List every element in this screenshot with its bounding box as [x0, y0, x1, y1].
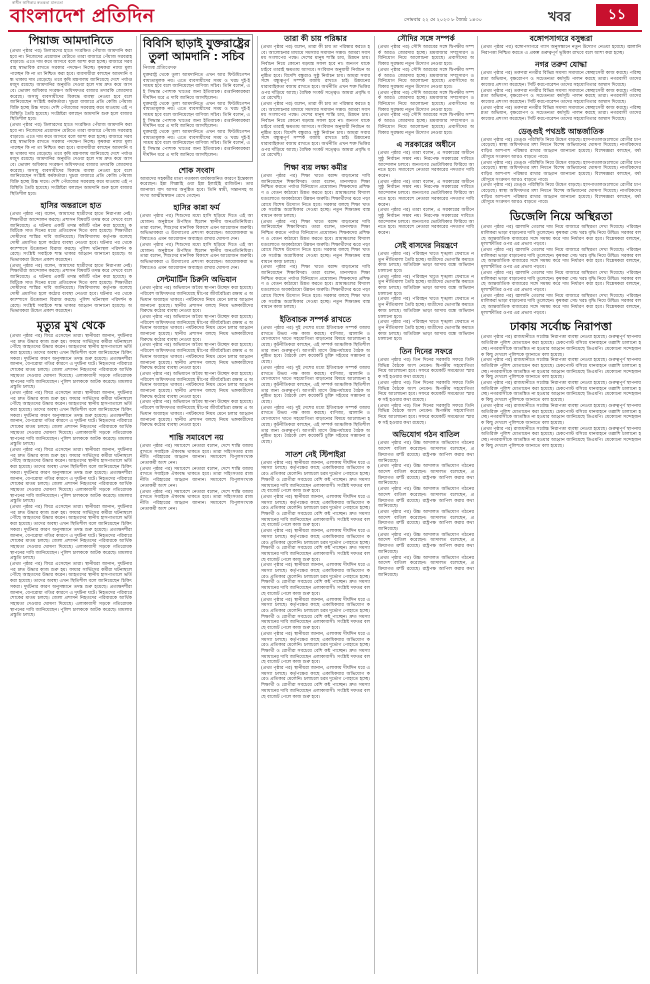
dateline: সোমবার ২২ মে ২০২৩ ৮ জ্যৈষ্ঠ ১৪৩০: [404, 17, 482, 23]
article: [481, 60, 641, 122]
section-name: খবর: [548, 10, 571, 25]
article-body: (প্রথম পৃষ্ঠার পর) শিক্ষা খাতে বরাদ্দ বাড়ানোর দাবি জানিয়েছেন শিক্ষাবিদরা। তারা বলেন, মানসম্মত শিক্ষা নিশ্চিত করতে পর্যাপ্ত বিনিয়োগ প্রয়োজন। শিক্ষকদের প্রশিক্ষণ ও বেতন কাঠামো উন্নত করতে হবে। গ্রামাঞ্চলের বিদ্যালয়গুলোতে অবকাঠামো উন্নয়ন জরুরি। শিক্ষার্থীদের ঝরে পড়া রোধে বিশেষ উদ্যোগ নিতে হবে। সরকার বলছে শিক্ষা খাতকে সর্বোচ্চ অগ্রাধিকার দেওয়া হচ্ছে। নতুন শিক্ষাক্রম বাস্তবায়নে কাজ চলছে।: [261, 174, 370, 219]
page-number: ১১: [596, 4, 638, 26]
article: [378, 140, 474, 237]
article-body: (প্রথম পৃষ্ঠার পর) পরিবহন খাতে শৃঙ্খলা ফেরাতে নতুন নীতিমালা তৈরি হচ্ছে। যাত্রীদের ভোগান্তি কমাতে কাজ চলছে। অতিরিক্ত ভাড়া আদায় বন্ধে অভিযান চালানো হবে।: [378, 274, 474, 297]
article-body: (প্রথম পৃষ্ঠার পর) স্থানীয়রা জানান, এলাকায় দীর্ঘদিন ধরে এ সমস্যা চলছে। কর্তৃপক্ষের কাছে একাধিকবার অভিযোগ করেও প্রতিকার মেলেনি। চলাচলে চরম দুর্ভোগ পোহাতে হচ্ছে। শিক্ষার্থী ও রোগীরা সবচেয়ে বেশি কষ্ট পাচ্ছেন। দ্রুত সমস্যা সমাধানের দাবি জানিয়েছেন এলাকাবাসী। সংশ্লিষ্ট দফতর বলছে বাজেট পেলে কাজ শুরু হবে।: [261, 666, 370, 700]
article-headline: তারা কী চায় পরিষ্কার: [284, 34, 347, 43]
masthead-rule: [8, 30, 642, 32]
article-body: (প্রথম পৃষ্ঠার পর) তিন দিনের সরকারি সফরে তিনি বিভিন্ন বৈঠকে অংশ নেবেন। দ্বিপক্ষীয় সহযোগিতা নিয়ে আলোচনা হবে। সফরে কয়েকটি সমঝোতা স্মারক সই হওয়ার কথা রয়েছে।: [378, 358, 474, 381]
article-body: (প্রথম পৃষ্ঠার পর) সমাবেশে নেতারা বলেন, দেশে শান্তি বজায় রাখতে সবাইকে ঐক্যবদ্ধ থাকতে হবে। তারা সহিংসতার রাজনীতি পরিহারের আহ্বান জানান। সমাবেশে বিপুলসংখ্যক নেতাকর্মী অংশ নেন।: [140, 443, 253, 467]
column-divider: [257, 36, 258, 974]
article: [481, 210, 641, 316]
article: [140, 166, 253, 200]
article: [140, 203, 253, 271]
article-headline: সৌদির সঙ্গে সম্পর্ক: [397, 34, 455, 43]
article-body: (প্রথম পৃষ্ঠার পর) পরিবহন খাতে শৃঙ্খলা ফেরাতে নতুন নীতিমালা তৈরি হচ্ছে। যাত্রীদের ভোগান্তি কমাতে কাজ চলছে। অতিরিক্ত ভাড়া আদায় বন্ধে অভিযান চালানো হবে।: [378, 320, 474, 343]
column-4: [378, 34, 474, 978]
article-body: (প্রথম পৃষ্ঠার পর) অভিযানে অবৈধ স্থাপনা উচ্ছেদ করা হয়েছে। পরিবেশ অধিদফতর জানিয়েছে দ্বীপের জীববৈচিত্র্য রক্ষায় এ অভিযান অব্যাহত থাকবে। পর্যটকদের নিয়ম মেনে চলার আহ্বান জানানো হয়েছে। স্থানীয় প্রশাসন বলছে নিয়ম ভঙ্গকারীদের বিরুদ্ধে কঠোর ব্যবস্থা নেওয়া হবে।: [140, 314, 253, 343]
article-body: (প্রথম পৃষ্ঠার পর) সমাবেশে নেতারা বলেন, দেশে শান্তি বজায় রাখতে সবাইকে ঐক্যবদ্ধ থাকতে হবে। তারা সহিংসতার রাজনীতি পরিহারের আহ্বান জানান। সমাবেশে বিপুলসংখ্যক নেতাকর্মী অংশ নেন।: [140, 466, 253, 489]
article-body: (প্রথম পৃষ্ঠার পর) স্থানীয়রা জানান, এলাকায় দীর্ঘদিন ধরে এ সমস্যা চলছে। কর্তৃপক্ষের কাছে একাধিকবার অভিযোগ করেও প্রতিকার মেলেনি। চলাচলে চরম দুর্ভোগ পোহাতে হচ্ছে। শিক্ষার্থী ও রোগীরা সবচেয়ে বেশি কষ্ট পাচ্ছেন। দ্রুত সমস্যা সমাধানের দাবি জানিয়েছেন এলাকাবাসী। সংশ্লিষ্ট দফতর বলছে বাজেট পেলে কাজ শুরু হবে।: [261, 597, 370, 632]
article: [140, 275, 253, 429]
article-body: (প্রথম পৃষ্ঠার পর) জ্বালানি তেলের দাম নিয়ে বাজারে অস্থিরতা দেখা দিয়েছে। পরিবহন মালিকরা ভাড়া বাড়ানোর দাবি তুলেছেন। কৃষকরা সেচ খরচ বৃদ্ধি নিয়ে উদ্বিগ্ন। সরকার বলছে আন্তর্জাতিক বাজারের সঙ্গে সমন্বয় করে দাম নির্ধারণ করা হবে। বিশ্লেষকরা বলছেন, মূল্যস্ফীতির ওপর এর প্রভাব পড়বে।: [481, 247, 641, 271]
column-divider: [136, 36, 137, 974]
article-body: (প্রথম পৃষ্ঠার পর) ফিরে এসেছেন তারা। স্থানীয়রা জানান, দুর্ঘটনার পর দ্রুত উদ্ধার কাজ শুরু হয়। ফায়ার সার্ভিসের কর্মীরা ঘটনাস্থলে পৌঁছে আহতদের উদ্ধার করেন। আহতদের স্থানীয় হাসপাতালে ভর্তি করা হয়েছে। তাদের অবস্থা এখন স্থিতিশীল বলে জানিয়েছেন চিকিৎসকরা। দুর্ঘটনার কারণ অনুসন্ধানে তদন্ত শুরু হয়েছে। প্রত্যক্ষদর্শীরা জানান, বেপরোয়া গতির কারণে এ দুর্ঘটনা ঘটে। নিহতদের পরিবারে শোকের মাতম চলছে। জেলা প্রশাসন নিহতদের পরিবারকে আর্থিক সহায়তা দেওয়ার ঘোষণা দিয়েছে। এলাকাবাসী সড়কে গতিরোধক স্থাপনের দাবি জানিয়েছেন। পুলিশ চালককে আটক করেছে। মামলার প্রস্তুতি চলছে।: [10, 390, 132, 448]
article-body: (প্রথম পৃষ্ঠার পর) শিক্ষা খাতে বরাদ্দ বাড়ানোর দাবি জানিয়েছেন শিক্ষাবিদরা। তারা বলেন, মানসম্মত শিক্ষা নিশ্চিত করতে পর্যাপ্ত বিনিয়োগ প্রয়োজন। শিক্ষকদের প্রশিক্ষণ ও বেতন কাঠামো উন্নত করতে হবে। গ্রামাঞ্চলের বিদ্যালয়গুলোতে অবকাঠামো উন্নয়ন জরুরি। শিক্ষার্থীদের ঝরে পড়া রোধে বিশেষ উদ্যোগ নিতে হবে। সরকার বলছে শিক্ষা খাতকে সর্বোচ্চ অগ্রাধিকার দেওয়া হচ্ছে। নতুন শিক্ষাক্রম বাস্তবায়নে কাজ চলছে।: [261, 265, 370, 311]
article-body: (প্রথম পৃষ্ঠার পর) তরুণরা নগরীর বিভিন্ন সমস্যা সমাধানে স্বেচ্ছাসেবী কাজ করছে। পরিচ্ছন্নতা অভিযান, বৃক্ষরোপণ ও সচেতনতা কর্মসূচি পালন করছে তারা। নগরবাসী তাদের কাজের প্রশংসা করেছেন। সিটি করপোরেশন তাদের সহযোগিতার আশ্বাস দিয়েছে।: [481, 71, 641, 88]
article-body: (প্রথম পৃষ্ঠার পর) ফিরে এসেছেন তারা। স্থানীয়রা জানান, দুর্ঘটনার পর দ্রুত উদ্ধার কাজ শুরু হয়। ফায়ার সার্ভিসের কর্মীরা ঘটনাস্থলে পৌঁছে আহতদের উদ্ধার করেন। আহতদের স্থানীয় হাসপাতালে ভর্তি করা হয়েছে। তাদের অবস্থা এখন স্থিতিশীল বলে জানিয়েছেন চিকিৎসকরা। দুর্ঘটনার কারণ অনুসন্ধানে তদন্ত শুরু হয়েছে। প্রত্যক্ষদর্শীরা জানান, বেপরোয়া গতির কারণে এ দুর্ঘটনা ঘটে। নিহতদের পরিবারে শোকের মাতম চলছে। জেলা প্রশাসন নিহতদের পরিবারকে আর্থিক সহায়তা দেওয়ার ঘোষণা দিয়েছে। এলাকাবাসী সড়কে গতিরোধক স্থাপনের দাবি জানিয়েছেন। পুলিশ চালককে আটক করেছে। মামলার প্রস্তুতি চলছে।: [10, 448, 132, 505]
article-body: (প্রথম পৃষ্ঠার পর) উচ্চ আদালত অভিযোগ গঠনের আদেশ বাতিল করেছেন। আদালত বলেছেন, প্রক্রিয়াগত ত্রুটি রয়েছে। রাষ্ট্রপক্ষ আপিল করার কথা জানিয়েছে।: [378, 509, 474, 533]
article-body: (প্রথম পৃষ্ঠার পর) বলেন, তারা কী চায় তা পরিষ্কার করতে হবে। আলোচনার মাধ্যমে সমস্যার সমাধান সম্ভব। আমরা সবসময় সংলাপের পক্ষে। দেশের মানুষ শান্তি চায়, উন্নয়ন চায়। নির্বাচন নিয়ে কোনো ষড়যন্ত্র সফল হবে না। জনগণ যাকে চাইবে তারাই ক্ষমতায় আসবে। সংবিধান অনুযায়ী নির্বাচন অনুষ্ঠিত হবে। বিদেশি বন্ধুরাও সুষ্ঠু নির্বাচন চায়। আমরা সবার সঙ্গে বন্ধুত্বপূর্ণ সম্পর্ক বজায় রাখতে চাই। উন্নয়নের ধারাবাহিকতা বজায় রাখতে হবে। অর্থনীতি এখন শক্ত ভিত্তির ওপর দাঁড়িয়ে আছে। বৈশ্বিক সংকট সত্ত্বেও আমরা প্রবৃদ্ধি ধরে রেখেছি।: [261, 45, 370, 102]
article-headline: ঢাকায় সর্বোচ্চ নিরাপত্তা: [510, 320, 612, 334]
article-body: (প্রথম পৃষ্ঠার পর) সমাবেশে নেতারা বলেন, দেশে শান্তি বজায় রাখতে সবাইকে ঐক্যবদ্ধ থাকতে হবে। তারা সহিংসতার রাজনীতি পরিহারের আহ্বান জানান। সমাবেশে বিপুলসংখ্যক নেতাকর্মী অংশ নেন।: [140, 489, 253, 512]
article-body: (প্রথম পৃষ্ঠার পর) ডেঙ্গু পরিস্থিতি নিয়ে উদ্বেগ বাড়ছে। হাসপাতালগুলোতে রোগীর চাপ বেড়েছে। স্বাস্থ্য অধিদফতর মশা নিধনে বিশেষ অভিযানের ঘোষণা দিয়েছে। নাগরিকদের বাড়ির আশপাশ পরিষ্কার রাখার আহ্বান জানানো হয়েছে। বিশেষজ্ঞরা বলছেন, বর্ষা মৌসুমে সংক্রমণ আরও বাড়তে পারে।: [481, 160, 641, 183]
article-body: (প্রথম পৃষ্ঠার পর) সৌদি আরবের সঙ্গে দ্বিপক্ষীয় সম্পর্ক আরও জোরদার হচ্ছে। শ্রমবাজার সম্প্রসারণ ও বিনিয়োগ নিয়ে আলোচনা হয়েছে। প্রবাসীদের অধিকার সুরক্ষায় নতুন উদ্যোগ নেওয়া হবে।: [378, 90, 474, 113]
article-body: আমাদের সহকর্মীর মাতা গতকাল বার্ধক্যজনিত কারণে ইন্তেকাল করেছেন। ইন্না লিল্লাহি ওয়া ইন্না ইলাইহি রাজিউন। তার জানাজা বাদ আসর অনুষ্ঠিত হবে। তিনি স্বামী, সন্তানসহ অসংখ্য আত্মীয়স্বজন রেখে গেছেন।: [140, 176, 253, 199]
article-body: (প্রথম পৃষ্ঠার পর) উচ্চ আদালত অভিযোগ গঠনের আদেশ বাতিল করেছেন। আদালত বলেছেন, প্রক্রিয়াগত ত্রুটি রয়েছে। রাষ্ট্রপক্ষ আপিল করার কথা জানিয়েছে।: [378, 441, 474, 464]
article-body: (প্রথম পৃষ্ঠার পর) দুই দেশের মধ্যে ইতিবাচক সম্পর্ক বজায় রাখতে উভয় পক্ষ কাজ করছে। বাণিজ্য, জ্বালানি ও যোগাযোগ খাতে সহযোগিতা বাড়ানোর বিষয়ে আলোচনা হয়েছে। কূটনীতিকরা বলছেন, এই সম্পর্ক আঞ্চলিক স্থিতিশীলতার জন্য গুরুত্বপূর্ণ। আগামী মাসে উচ্চপর্যায়ের বৈঠক অনুষ্ঠিত হবে। বৈঠকে বেশ কয়েকটি চুক্তি সইয়ের সম্ভাবনা রয়েছে।: [261, 325, 370, 366]
article: [261, 315, 370, 446]
article-body: (প্রথম পৃষ্ঠার পর) স্থানীয়রা জানান, এলাকায় দীর্ঘদিন ধরে এ সমস্যা চলছে। কর্তৃপক্ষের কাছে একাধিকবার অভিযোগ করেও প্রতিকার মেলেনি। চলাচলে চরম দুর্ভোগ পোহাতে হচ্ছে। শিক্ষার্থী ও রোগীরা সবচেয়ে বেশি কষ্ট পাচ্ছেন। দ্রুত সমস্যা সমাধানের দাবি জানিয়েছেন এলাকাবাসী। সংশ্লিষ্ট দফতর বলছে বাজেট পেলে কাজ শুরু হবে।: [261, 563, 370, 597]
article-body: (প্রথম পৃষ্ঠার পর) স্থানীয়রা জানান, এলাকায় দীর্ঘদিন ধরে এ সমস্যা চলছে। কর্তৃপক্ষের কাছে একাধিকবার অভিযোগ করেও প্রতিকার মেলেনি। চলাচলে চরম দুর্ভোগ পোহাতে হচ্ছে। শিক্ষার্থী ও রোগীরা সবচেয়ে বেশি কষ্ট পাচ্ছেন। দ্রুত সমস্যা সমাধানের দাবি জানিয়েছেন এলাকাবাসী। সংশ্লিষ্ট দফতর বলছে বাজেট পেলে কাজ শুরু হবে।: [261, 529, 370, 563]
article-body: (প্রথম পৃষ্ঠার পর) স্থানীয়রা জানান, এলাকায় দীর্ঘদিন ধরে এ সমস্যা চলছে। কর্তৃপক্ষের কাছে একাধিকবার অভিযোগ করেও প্রতিকার মেলেনি। চলাচলে চরম দুর্ভোগ পোহাতে হচ্ছে। শিক্ষার্থী ও রোগীরা সবচেয়ে বেশি কষ্ট পাচ্ছেন। দ্রুত সমস্যা সমাধানের দাবি জানিয়েছেন এলাকাবাসী। সংশ্লিষ্ট দফতর বলছে বাজেট পেলে কাজ শুরু হবে।: [261, 460, 370, 495]
article-body: (প্রথম পৃষ্ঠার পর) ডিলারদের হাতে সংরক্ষিত পেঁয়াজ আমদানি করা হবে না। নিজেদের প্রয়োজন মেটাতে তারা বাজারে পেঁয়াজ সরবরাহ বাড়াবে। এতে দাম কমে আসবে বলে আশা করা হচ্ছে। বাজারে সরবরাহ স্বাভাবিক রাখতে সরকার পদক্ষেপ নিচ্ছে। কৃষকরা ন্যায্য মূল্য পাচ্ছেন কি না তা নিশ্চিত করা হবে। ব্যবসায়ীরা বলছেন আমদানি বন্ধ থাকায় দাম বেড়েছে। তবে কৃষি মন্ত্রণালয় জানিয়েছে দেশে পর্যাপ্ত মজুদ রয়েছে। আমদানির অনুমতি দেওয়া হলে দাম দ্রুত কমে আসবে। ভোক্তা অধিকার সংরক্ষণ অধিদফতর বাজার তদারকি জোরদার করেছে। অসাধু ব্যবসায়ীদের বিরুদ্ধে ব্যবস্থা নেওয়া হবে বলে জানিয়েছেন সংশ্লিষ্ট কর্মকর্তারা। খুচরা বাজারে প্রতি কেজি পেঁয়াজ বিক্রি হচ্ছে উচ্চ দামে। দেশি পেঁয়াজের সরবরাহ কমে যাওয়ায় এই পরিস্থিতি তৈরি হয়েছে। সংশ্লিষ্টরা বলছেন আমদানি শুরু হলে বাজার স্থিতিশীল হবে।: [10, 49, 132, 123]
article-body: (প্রথম পৃষ্ঠার পর) বলেন, তারা কী চায় তা পরিষ্কার করতে হবে। আলোচনার মাধ্যমে সমস্যার সমাধান সম্ভব। আমরা সবসময় সংলাপের পক্ষে। দেশের মানুষ শান্তি চায়, উন্নয়ন চায়। নির্বাচন নিয়ে কোনো ষড়যন্ত্র সফল হবে না। জনগণ যাকে চাইবে তারাই ক্ষমতায় আসবে। সংবিধান অনুযায়ী নির্বাচন অনুষ্ঠিত হবে। বিদেশি বন্ধুরাও সুষ্ঠু নির্বাচন চায়। আমরা সবার সঙ্গে বন্ধুত্বপূর্ণ সম্পর্ক বজায় রাখতে চাই। উন্নয়নের ধারাবাহিকতা বজায় রাখতে হবে। অর্থনীতি এখন শক্ত ভিত্তির ওপর দাঁড়িয়ে আছে। বৈশ্বিক সংকট সত্ত্বেও আমরা প্রবৃদ্ধি ধরে রেখেছি।: [261, 102, 370, 159]
article-body: (প্রথম পৃষ্ঠার পর) জ্বালানি তেলের দাম নিয়ে বাজারে অস্থিরতা দেখা দিয়েছে। পরিবহন মালিকরা ভাড়া বাড়ানোর দাবি তুলেছেন। কৃষকরা সেচ খরচ বৃদ্ধি নিয়ে উদ্বিগ্ন। সরকার বলছে আন্তর্জাতিক বাজারের সঙ্গে সমন্বয় করে দাম নির্ধারণ করা হবে। বিশ্লেষকরা বলছেন, মূল্যস্ফীতির ওপর এর প্রভাব পড়বে।: [481, 293, 641, 316]
article-headline: বিবিসি ছাড়াই যুক্তরাষ্ট্রের তুলা আমদানি : সচিব: [143, 37, 250, 63]
article-headline: হাসির কান্না ফর্ম: [173, 203, 220, 213]
article-headline: বঙ্গোপসাগরে বসুন্ধরা: [529, 34, 593, 43]
article-body: (প্রথম পৃষ্ঠার পর) উচ্চ আদালত অভিযোগ গঠনের আদেশ বাতিল করেছেন। আদালত বলেছেন, প্রক্রিয়াগত ত্রুটি রয়েছে। রাষ্ট্রপক্ষ আপিল করার কথা জানিয়েছে।: [378, 555, 474, 578]
article-body: (প্রথম পৃষ্ঠার পর) তরুণরা নগরীর বিভিন্ন সমস্যা সমাধানে স্বেচ্ছাসেবী কাজ করছে। পরিচ্ছন্নতা অভিযান, বৃক্ষরোপণ ও সচেতনতা কর্মসূচি পালন করছে তারা। নগরবাসী তাদের কাজের প্রশংসা করেছেন। সিটি করপোরেশন তাদের সহযোগিতার আশ্বাস দিয়েছে।: [481, 105, 641, 123]
article-body: (প্রথম পৃষ্ঠার পর) শিশুদের মধ্যে হাসি ছড়িয়ে দিতে এই আয়োজন। অনুষ্ঠানে উপস্থিত ছিলেন স্থানীয় জনপ্রতিনিধিরা। তারা বলেন, শিশুদের মানসিক বিকাশে এমন আয়োজন জরুরি। অভিভাবকরা এ উদ্যোগের প্রশংসা করেছেন। আয়োজকরা ভবিষ্যতেও এমন আয়োজন অব্যাহত রাখার ঘোষণা দেন।: [140, 214, 253, 243]
article-body: (প্রথম পৃষ্ঠার পর) ফিরে এসেছেন তারা। স্থানীয়রা জানান, দুর্ঘটনার পর দ্রুত উদ্ধার কাজ শুরু হয়। ফায়ার সার্ভিসের কর্মীরা ঘটনাস্থলে পৌঁছে আহতদের উদ্ধার করেন। আহতদের স্থানীয় হাসপাতালে ভর্তি করা হয়েছে। তাদের অবস্থা এখন স্থিতিশীল বলে জানিয়েছেন চিকিৎসকরা। দুর্ঘটনার কারণ অনুসন্ধানে তদন্ত শুরু হয়েছে। প্রত্যক্ষদর্শীরা জানান, বেপরোয়া গতির কারণে এ দুর্ঘটনা ঘটে। নিহতদের পরিবারে শোকের মাতম চলছে। জেলা প্রশাসন নিহতদের পরিবারকে আর্থিক সহায়তা দেওয়ার ঘোষণা দিয়েছে। এলাকাবাসী সড়কে গতিরোধক স্থাপনের দাবি জানিয়েছেন। পুলিশ চালককে আটক করেছে। মামলার প্রস্তুতি চলছে।: [10, 333, 132, 391]
article-body: (প্রথম পৃষ্ঠার পর) স্থানীয়রা জানান, এলাকায় দীর্ঘদিন ধরে এ সমস্যা চলছে। কর্তৃপক্ষের কাছে একাধিকবার অভিযোগ করেও প্রতিকার মেলেনি। চলাচলে চরম দুর্ভোগ পোহাতে হচ্ছে। শিক্ষার্থী ও রোগীরা সবচেয়ে বেশি কষ্ট পাচ্ছেন। দ্রুত সমস্যা সমাধানের দাবি জানিয়েছেন এলাকাবাসী। সংশ্লিষ্ট দফতর বলছে বাজেট পেলে কাজ শুরু হবে।: [261, 494, 370, 529]
article-headline: শান্তি সমাবেশে নয়: [169, 432, 224, 442]
article-body: (প্রথম পৃষ্ঠার পর) রাজধানীতে সর্বোচ্চ নিরাপত্তা ব্যবস্থা নেওয়া হয়েছে। গুরুত্বপূর্ণ স্থাপনায় অতিরিক্ত পুলিশ মোতায়েন করা হয়েছে। চেকপোস্ট বসিয়ে যানবাহনে তল্লাশি চালানো হচ্ছে। নগরবাসীকে আতঙ্কিত না হওয়ার আহ্বান জানিয়েছে ডিএমপি। যেকোনো সন্দেহজনক কিছু দেখলে পুলিশকে জানাতে বলা হয়েছে।: [481, 403, 641, 426]
article: [378, 34, 474, 136]
article-body: (প্রথম পৃষ্ঠার পর) অভিযানে অবৈধ স্থাপনা উচ্ছেদ করা হয়েছে। পরিবেশ অধিদফতর জানিয়েছে দ্বীপের জীববৈচিত্র্য রক্ষায় এ অভিযান অব্যাহত থাকবে। পর্যটকদের নিয়ম মেনে চলার আহ্বান জানানো হয়েছে। স্থানীয় প্রশাসন বলছে নিয়ম ভঙ্গকারীদের বিরুদ্ধে কঠোর ব্যবস্থা নেওয়া হবে।: [140, 371, 253, 400]
article: [481, 127, 641, 206]
article-body: (প্রথম পৃষ্ঠার পর) ডেঙ্গু পরিস্থিতি নিয়ে উদ্বেগ বাড়ছে। হাসপাতালগুলোতে রোগীর চাপ বেড়েছে। স্বাস্থ্য অধিদফতর মশা নিধনে বিশেষ অভিযানের ঘোষণা দিয়েছে। নাগরিকদের বাড়ির আশপাশ পরিষ্কার রাখার আহ্বান জানানো হয়েছে। বিশেষজ্ঞরা বলছেন, বর্ষা মৌসুমে সংক্রমণ আরও বাড়তে পারে।: [481, 137, 641, 160]
article-body: (প্রথম পৃষ্ঠার পর) উচ্চ আদালত অভিযোগ গঠনের আদেশ বাতিল করেছেন। আদালত বলেছেন, প্রক্রিয়াগত ত্রুটি রয়েছে। রাষ্ট্রপক্ষ আপিল করার কথা জানিয়েছে।: [378, 487, 474, 510]
article-headline: ইতিবাচক সম্পর্ক রাখতে: [279, 314, 352, 324]
article-headline: শোক সংবাদ: [178, 165, 215, 175]
article-body: (প্রথম পৃষ্ঠার পর) রাজধানীতে সর্বোচ্চ নিরাপত্তা ব্যবস্থা নেওয়া হয়েছে। গুরুত্বপূর্ণ স্থাপনায় অতিরিক্ত পুলিশ মোতায়েন করা হয়েছে। চেকপোস্ট বসিয়ে যানবাহনে তল্লাশি চালানো হচ্ছে। নগরবাসীকে আতঙ্কিত না হওয়ার আহ্বান জানিয়েছে ডিএমপি। যেকোনো সন্দেহজনক কিছু দেখলে পুলিশকে জানাতে বলা হয়েছে।: [481, 381, 641, 404]
article-byline: নিজস্ব প্রতিবেদক: [143, 65, 177, 71]
article-body: (প্রথম পৃষ্ঠার পর) বঙ্গোপসাগরে গ্যাস অনুসন্ধানে নতুন উদ্যোগ নেওয়া হয়েছে। জ্বালানি নিরাপত্তা নিশ্চিত করতে এ প্রকল্প গুরুত্বপূর্ণ ভূমিকা রাখবে বলে আশা করা হচ্ছে।: [481, 45, 641, 56]
article: [261, 34, 370, 159]
article-body: (প্রথম পৃষ্ঠার পর) ফিরে এসেছেন তারা। স্থানীয়রা জানান, দুর্ঘটনার পর দ্রুত উদ্ধার কাজ শুরু হয়। ফায়ার সার্ভিসের কর্মীরা ঘটনাস্থলে পৌঁছে আহতদের উদ্ধার করেন। আহতদের স্থানীয় হাসপাতালে ভর্তি করা হয়েছে। তাদের অবস্থা এখন স্থিতিশীল বলে জানিয়েছেন চিকিৎসকরা। দুর্ঘটনার কারণ অনুসন্ধানে তদন্ত শুরু হয়েছে। প্রত্যক্ষদর্শীরা জানান, বেপরোয়া গতির কারণে এ দুর্ঘটনা ঘটে। নিহতদের পরিবারে শোকের মাতম চলছে। জেলা প্রশাসন নিহতদের পরিবারকে আর্থিক সহায়তা দেওয়ার ঘোষণা দিয়েছে। এলাকাবাসী সড়কে গতিরোধক স্থাপনের দাবি জানিয়েছেন। পুলিশ চালককে আটক করেছে। মামলার প্রস্তুতি চলছে।: [10, 562, 132, 619]
article: [481, 320, 641, 449]
article-body: (প্রথম পৃষ্ঠার পর) ডেঙ্গু পরিস্থিতি নিয়ে উদ্বেগ বাড়ছে। হাসপাতালগুলোতে রোগীর চাপ বেড়েছে। স্বাস্থ্য অধিদফতর মশা নিধনে বিশেষ অভিযানের ঘোষণা দিয়েছে। নাগরিকদের বাড়ির আশপাশ পরিষ্কার রাখার আহ্বান জানানো হয়েছে। বিশেষজ্ঞরা বলছেন, বর্ষা মৌসুমে সংক্রমণ আরও বাড়তে পারে।: [481, 183, 641, 206]
article-body: (প্রথম পৃষ্ঠার পর) তিন দিনের সরকারি সফরে তিনি বিভিন্ন বৈঠকে অংশ নেবেন। দ্বিপক্ষীয় সহযোগিতা নিয়ে আলোচনা হবে। সফরে কয়েকটি সমঝোতা স্মারক সই হওয়ার কথা রয়েছে।: [378, 380, 474, 403]
article-body: (প্রথম পৃষ্ঠার পর) উচ্চ আদালত অভিযোগ গঠনের আদেশ বাতিল করেছেন। আদালত বলেছেন, প্রক্রিয়াগত ত্রুটি রয়েছে। রাষ্ট্রপক্ষ আপিল করার কথা জানিয়েছে।: [378, 532, 474, 555]
article: [261, 163, 370, 311]
article-body: (প্রথম পৃষ্ঠার পর) জ্বালানি তেলের দাম নিয়ে বাজারে অস্থিরতা দেখা দিয়েছে। পরিবহন মালিকরা ভাড়া বাড়ানোর দাবি তুলেছেন। কৃষকরা সেচ খরচ বৃদ্ধি নিয়ে উদ্বিগ্ন। সরকার বলছে আন্তর্জাতিক বাজারের সঙ্গে সমন্বয় করে দাম নির্ধারণ করা হবে। বিশ্লেষকরা বলছেন, মূল্যস্ফীতির ওপর এর প্রভাব পড়বে।: [481, 225, 641, 248]
article: [10, 201, 132, 315]
article-body: (প্রথম পৃষ্ঠার পর) তরুণরা নগরীর বিভিন্ন সমস্যা সমাধানে স্বেচ্ছাসেবী কাজ করছে। পরিচ্ছন্নতা অভিযান, বৃক্ষরোপণ ও সচেতনতা কর্মসূচি পালন করছে তারা। নগরবাসী তাদের কাজের প্রশংসা করেছেন। সিটি করপোরেশন তাদের সহযোগিতার আশ্বাস দিয়েছে।: [481, 88, 641, 105]
article-body: (প্রথম পৃষ্ঠার পর) সৌদি আরবের সঙ্গে দ্বিপক্ষীয় সম্পর্ক আরও জোরদার হচ্ছে। শ্রমবাজার সম্প্রসারণ ও বিনিয়োগ নিয়ে আলোচনা হয়েছে। প্রবাসীদের অধিকার সুরক্ষায় নতুন উদ্যোগ নেওয়া হবে।: [378, 113, 474, 136]
article-body: (প্রথম পৃষ্ঠার পর) সৌদি আরবের সঙ্গে দ্বিপক্ষীয় সম্পর্ক আরও জোরদার হচ্ছে। শ্রমবাজার সম্প্রসারণ ও বিনিয়োগ নিয়ে আলোচনা হয়েছে। প্রবাসীদের অধিকার সুরক্ষায় নতুন উদ্যোগ নেওয়া হবে।: [378, 45, 474, 68]
article-body: যুক্তরাষ্ট্র থেকে তুলা আমদানিতে এখন আর ফিউমিগেশন বাধ্যতামূলক নয়। এতে ব্যবসায়ীদের সময় ও খরচ দুই-ই সাশ্রয় হবে বলে জানিয়েছেন বাণিজ্য সচিব। তিনি বলেন, এই সিদ্ধান্ত পোশাক খাতের জন্য ইতিবাচক। রপ্তানিকারকরা দীর্ঘদিন ধরে এ দাবি জানিয়ে আসছিলেন।: [143, 130, 250, 158]
article-body: (প্রথম পৃষ্ঠার পর) রাজধানীতে সর্বোচ্চ নিরাপত্তা ব্যবস্থা নেওয়া হয়েছে। গুরুত্বপূর্ণ স্থাপনায় অতিরিক্ত পুলিশ মোতায়েন করা হয়েছে। চেকপোস্ট বসিয়ে যানবাহনে তল্লাশি চালানো হচ্ছে। নগরবাসীকে আতঙ্কিত না হওয়ার আহ্বান জানিয়েছে ডিএমপি। যেকোনো সন্দেহজনক কিছু দেখলে পুলিশকে জানাতে বলা হয়েছে।: [481, 426, 641, 449]
article-body: (প্রথম পৃষ্ঠার পর) তিন দিনের সরকারি সফরে তিনি বিভিন্ন বৈঠকে অংশ নেবেন। দ্বিপক্ষীয় সহযোগিতা নিয়ে আলোচনা হবে। সফরে কয়েকটি সমঝোতা স্মারক সই হওয়ার কথা রয়েছে।: [378, 403, 474, 426]
article-body: (প্রথম পৃষ্ঠার পর) দুই দেশের মধ্যে ইতিবাচক সম্পর্ক বজায় রাখতে উভয় পক্ষ কাজ করছে। বাণিজ্য, জ্বালানি ও যোগাযোগ খাতে সহযোগিতা বাড়ানোর বিষয়ে আলোচনা হয়েছে। কূটনীতিকরা বলছেন, এই সম্পর্ক আঞ্চলিক স্থিতিশীলতার জন্য গুরুত্বপূর্ণ। আগামী মাসে উচ্চপর্যায়ের বৈঠক অনুষ্ঠিত হবে। বৈঠকে বেশ কয়েকটি চুক্তি সইয়ের সম্ভাবনা রয়েছে।: [261, 405, 370, 445]
article-headline: সাতশ নেই স্টিপাইরা: [285, 449, 346, 459]
article: [378, 430, 474, 578]
article-headline: শিক্ষা ব্যয় লক্ষ্য কমীর: [284, 163, 347, 173]
article-headline: অভিযোগ গঠন বাতিল: [392, 430, 460, 440]
newspaper-logo: বাংলাদেশ প্রতিদিন: [10, 5, 155, 27]
column-1: [10, 34, 132, 978]
article-body: (প্রথম পৃষ্ঠার পর) রাজধানীতে সর্বোচ্চ নিরাপত্তা ব্যবস্থা নেওয়া হয়েছে। গুরুত্বপূর্ণ স্থাপনায় অতিরিক্ত পুলিশ মোতায়েন করা হয়েছে। চেকপোস্ট বসিয়ে যানবাহনে তল্লাশি চালানো হচ্ছে। নগরবাসীকে আতঙ্কিত না হওয়ার আহ্বান জানিয়েছে ডিএমপি। যেকোনো সন্দেহজনক কিছু দেখলে পুলিশকে জানাতে বলা হয়েছে।: [481, 335, 641, 358]
article-headline: হাসির অন্তরালে হাত: [40, 201, 102, 211]
article: [261, 450, 370, 701]
article-body: (প্রথম পৃষ্ঠার পর) দুই দেশের মধ্যে ইতিবাচক সম্পর্ক বজায় রাখতে উভয় পক্ষ কাজ করছে। বাণিজ্য, জ্বালানি ও যোগাযোগ খাতে সহযোগিতা বাড়ানোর বিষয়ে আলোচনা হয়েছে। কূটনীতিকরা বলছেন, এই সম্পর্ক আঞ্চলিক স্থিতিশীলতার জন্য গুরুত্বপূর্ণ। আগামী মাসে উচ্চপর্যায়ের বৈঠক অনুষ্ঠিত হবে। বৈঠকে বেশ কয়েকটি চুক্তি সইয়ের সম্ভাবনা রয়েছে।: [261, 365, 370, 406]
article-headline: নগর তরুণ যোদ্ধা: [535, 60, 587, 70]
article: [481, 34, 641, 56]
article-body: (প্রথম পৃষ্ঠার পর) শিশুদের মধ্যে হাসি ছড়িয়ে দিতে এই আয়োজন। অনুষ্ঠানে উপস্থিত ছিলেন স্থানীয় জনপ্রতিনিধিরা। তারা বলেন, শিশুদের মানসিক বিকাশে এমন আয়োজন জরুরি। অভিভাবকরা এ উদ্যোগের প্রশংসা করেছেন। আয়োজকরা ভবিষ্যতেও এমন আয়োজন অব্যাহত রাখার ঘোষণা দেন।: [140, 242, 253, 271]
masthead: [0, 0, 650, 30]
article: [140, 433, 253, 512]
article: [10, 319, 132, 619]
article-body: (প্রথম পৃষ্ঠার পর) পরিবহন খাতে শৃঙ্খলা ফেরাতে নতুন নীতিমালা তৈরি হচ্ছে। যাত্রীদের ভোগান্তি কমাতে কাজ চলছে। অতিরিক্ত ভাড়া আদায় বন্ধে অভিযান চালানো হবে।: [378, 297, 474, 320]
article: [10, 34, 132, 197]
article-body: (প্রথম পৃষ্ঠার পর) শিক্ষা খাতে বরাদ্দ বাড়ানোর দাবি জানিয়েছেন শিক্ষাবিদরা। তারা বলেন, মানসম্মত শিক্ষা নিশ্চিত করতে পর্যাপ্ত বিনিয়োগ প্রয়োজন। শিক্ষকদের প্রশিক্ষণ ও বেতন কাঠামো উন্নত করতে হবে। গ্রামাঞ্চলের বিদ্যালয়গুলোতে অবকাঠামো উন্নয়ন জরুরি। শিক্ষার্থীদের ঝরে পড়া রোধে বিশেষ উদ্যোগ নিতে হবে। সরকার বলছে শিক্ষা খাতকে সর্বোচ্চ অগ্রাধিকার দেওয়া হচ্ছে। নতুন শিক্ষাক্রম বাস্তবায়নে কাজ চলছে।: [261, 219, 370, 265]
article-body: (প্রথম পৃষ্ঠার পর) অভিযানে অবৈধ স্থাপনা উচ্ছেদ করা হয়েছে। পরিবেশ অধিদফতর জানিয়েছে দ্বীপের জীববৈচিত্র্য রক্ষায় এ অভিযান অব্যাহত থাকবে। পর্যটকদের নিয়ম মেনে চলার আহ্বান জানানো হয়েছে। স্থানীয় প্রশাসন বলছে নিয়ম ভঙ্গকারীদের বিরুদ্ধে কঠোর ব্যবস্থা নেওয়া হবে।: [140, 286, 253, 315]
column-2: [140, 34, 253, 978]
article-body: (প্রথম পৃষ্ঠার পর) সৌদি আরবের সঙ্গে দ্বিপক্ষীয় সম্পর্ক আরও জোরদার হচ্ছে। শ্রমবাজার সম্প্রসারণ ও বিনিয়োগ নিয়ে আলোচনা হয়েছে। প্রবাসীদের অধিকার সুরক্ষায় নতুন উদ্যোগ নেওয়া হবে।: [378, 67, 474, 90]
article-headline: মৃত্যুর মুখ থেকে: [36, 318, 106, 332]
article-body: (প্রথম পৃষ্ঠার পর) উচ্চ আদালত অভিযোগ গঠনের আদেশ বাতিল করেছেন। আদালত বলেছেন, প্রক্রিয়াগত ত্রুটি রয়েছে। রাষ্ট্রপক্ষ আপিল করার কথা জানিয়েছে।: [378, 464, 474, 487]
column-divider: [477, 36, 478, 974]
article-body: (প্রথম পৃষ্ঠার পর) রাজধানীতে সর্বোচ্চ নিরাপত্তা ব্যবস্থা নেওয়া হয়েছে। গুরুত্বপূর্ণ স্থাপনায় অতিরিক্ত পুলিশ মোতায়েন করা হয়েছে। চেকপোস্ট বসিয়ে যানবাহনে তল্লাশি চালানো হচ্ছে। নগরবাসীকে আতঙ্কিত না হওয়ার আহ্বান জানিয়েছে ডিএমপি। যেকোনো সন্দেহজনক কিছু দেখলে পুলিশকে জানাতে বলা হয়েছে।: [481, 358, 641, 381]
article-body: (প্রথম পৃষ্ঠার পর) তারা বলেন, এ সরকারের অধীনে সুষ্ঠু নির্বাচন সম্ভব নয়। নিরপেক্ষ সরকারের দাবিতে আন্দোলন চলবে। জনগণের ভোটাধিকার ফিরিয়ে আনতে হবে। সমাবেশে নেতারা সরকারের পদত্যাগ দাবি করেন।: [378, 179, 474, 208]
article-body: যুক্তরাষ্ট্র থেকে তুলা আমদানিতে এখন আর ফিউমিগেশন বাধ্যতামূলক নয়। এতে ব্যবসায়ীদের সময় ও খরচ দুই-ই সাশ্রয় হবে বলে জানিয়েছেন বাণিজ্য সচিব। তিনি বলেন, এই সিদ্ধান্ত পোশাক খাতের জন্য ইতিবাচক। রপ্তানিকারকরা দীর্ঘদিন ধরে এ দাবি জানিয়ে আসছিলেন।: [143, 101, 250, 130]
article-headline: ডিজেলি নিয়ে অস্থিরতা: [509, 210, 613, 224]
article-headline: সেই বাসদের নিয়ন্ত্রণে: [394, 240, 458, 250]
article-headline: তিন দিনের সফরে: [399, 347, 453, 357]
article-headline: সেন্টমার্টিন চিরুনি অভিযান: [156, 275, 237, 285]
article-body: (প্রথম পৃষ্ঠার পর) বলেন, আমাদের ছাত্রীদের হাতে নিরাপত্তা নেই। শিক্ষার্থীরা আন্দোলন করছে। প্রশাসন বিষয়টি তদন্ত করে দেখবে বলে জানিয়েছে। এ ঘটনায় একটি তদন্ত কমিটি গঠন করা হয়েছে। কমিটিকে সাত দিনের মধ্যে প্রতিবেদন দিতে বলা হয়েছে। শিক্ষার্থীরা দোষীদের শাস্তির দাবি জানিয়েছে। বিশ্ববিদ্যালয় কর্তৃপক্ষ বলেছে দোষী প্রমাণিত হলে কঠোর ব্যবস্থা নেওয়া হবে। ঘটনার পর থেকে ক্যাম্পাসে উত্তেজনা বিরাজ করছে। পুলিশ ঘটনাস্থল পরিদর্শন করেছে। সংশ্লিষ্ট সবাইকে শান্ত থাকার আহ্বান জানানো হয়েছে। অভিভাবকরা উদ্বেগ প্রকাশ করেছেন।: [10, 263, 132, 315]
article-body: (প্রথম পৃষ্ঠার পর) তারা বলেন, এ সরকারের অধীনে সুষ্ঠু নির্বাচন সম্ভব নয়। নিরপেক্ষ সরকারের দাবিতে আন্দোলন চলবে। জনগণের ভোটাধিকার ফিরিয়ে আনতে হবে। সমাবেশে নেতারা সরকারের পদত্যাগ দাবি করেন।: [378, 208, 474, 237]
article-body: (প্রথম পৃষ্ঠার পর) ডিলারদের হাতে সংরক্ষিত পেঁয়াজ আমদানি করা হবে না। নিজেদের প্রয়োজন মেটাতে তারা বাজারে পেঁয়াজ সরবরাহ বাড়াবে। এতে দাম কমে আসবে বলে আশা করা হচ্ছে। বাজারে সরবরাহ স্বাভাবিক রাখতে সরকার পদক্ষেপ নিচ্ছে। কৃষকরা ন্যায্য মূল্য পাচ্ছেন কি না তা নিশ্চিত করা হবে। ব্যবসায়ীরা বলছেন আমদানি বন্ধ থাকায় দাম বেড়েছে। তবে কৃষি মন্ত্রণালয় জানিয়েছে দেশে পর্যাপ্ত মজুদ রয়েছে। আমদানির অনুমতি দেওয়া হলে দাম দ্রুত কমে আসবে। ভোক্তা অধিকার সংরক্ষণ অধিদফতর বাজার তদারকি জোরদার করেছে। অসাধু ব্যবসায়ীদের বিরুদ্ধে ব্যবস্থা নেওয়া হবে বলে জানিয়েছেন সংশ্লিষ্ট কর্মকর্তারা। খুচরা বাজারে প্রতি কেজি পেঁয়াজ বিক্রি হচ্ছে উচ্চ দামে। দেশি পেঁয়াজের সরবরাহ কমে যাওয়ায় এই পরিস্থিতি তৈরি হয়েছে। সংশ্লিষ্টরা বলছেন আমদানি শুরু হলে বাজার স্থিতিশীল হবে।: [10, 123, 132, 197]
masthead-tagline: স্বাধীন স্বাধিকার স্বতন্ত্রতা মানবতা: [12, 0, 63, 5]
article-body: (প্রথম পৃষ্ঠার পর) স্থানীয়রা জানান, এলাকায় দীর্ঘদিন ধরে এ সমস্যা চলছে। কর্তৃপক্ষের কাছে একাধিকবার অভিযোগ করেও প্রতিকার মেলেনি। চলাচলে চরম দুর্ভোগ পোহাতে হচ্ছে। শিক্ষার্থী ও রোগীরা সবচেয়ে বেশি কষ্ট পাচ্ছেন। দ্রুত সমস্যা সমাধানের দাবি জানিয়েছেন এলাকাবাসী। সংশ্লিষ্ট দফতর বলছে বাজেট পেলে কাজ শুরু হবে।: [261, 631, 370, 666]
article-headline: ডেঙ্গুই পথভ্রষ্ট আন্তর্জাতিক: [518, 126, 604, 136]
article-headline: পিয়াজ আমদানিতে: [28, 34, 114, 47]
article-body: (প্রথম পৃষ্ঠার পর) বলেন, আমাদের ছাত্রীদের হাতে নিরাপত্তা নেই। শিক্ষার্থীরা আন্দোলন করছে। প্রশাসন বিষয়টি তদন্ত করে দেখবে বলে জানিয়েছে। এ ঘটনায় একটি তদন্ত কমিটি গঠন করা হয়েছে। কমিটিকে সাত দিনের মধ্যে প্রতিবেদন দিতে বলা হয়েছে। শিক্ষার্থীরা দোষীদের শাস্তির দাবি জানিয়েছে। বিশ্ববিদ্যালয় কর্তৃপক্ষ বলেছে দোষী প্রমাণিত হলে কঠোর ব্যবস্থা নেওয়া হবে। ঘটনার পর থেকে ক্যাম্পাসে উত্তেজনা বিরাজ করছে। পুলিশ ঘটনাস্থল পরিদর্শন করেছে। সংশ্লিষ্ট সবাইকে শান্ত থাকার আহ্বান জানানো হয়েছে। অভিভাবকরা উদ্বেগ প্রকাশ করেছেন।: [10, 212, 132, 263]
article-body: (প্রথম পৃষ্ঠার পর) অভিযানে অবৈধ স্থাপনা উচ্ছেদ করা হয়েছে। পরিবেশ অধিদফতর জানিয়েছে দ্বীপের জীববৈচিত্র্য রক্ষায় এ অভিযান অব্যাহত থাকবে। পর্যটকদের নিয়ম মেনে চলার আহ্বান জানানো হয়েছে। স্থানীয় প্রশাসন বলছে নিয়ম ভঙ্গকারীদের বিরুদ্ধে কঠোর ব্যবস্থা নেওয়া হবে।: [140, 400, 253, 429]
article-body: যুক্তরাষ্ট্র থেকে তুলা আমদানিতে এখন আর ফিউমিগেশন বাধ্যতামূলক নয়। এতে ব্যবসায়ীদের সময় ও খরচ দুই-ই সাশ্রয় হবে বলে জানিয়েছেন বাণিজ্য সচিব। তিনি বলেন, এই সিদ্ধান্ত পোশাক খাতের জন্য ইতিবাচক। রপ্তানিকারকরা দীর্ঘদিন ধরে এ দাবি জানিয়ে আসছিলেন।: [143, 73, 250, 101]
article-body: (প্রথম পৃষ্ঠার পর) তারা বলেন, এ সরকারের অধীনে সুষ্ঠু নির্বাচন সম্ভব নয়। নিরপেক্ষ সরকারের দাবিতে আন্দোলন চলবে। জনগণের ভোটাধিকার ফিরিয়ে আনতে হবে। সমাবেশে নেতারা সরকারের পদত্যাগ দাবি করেন।: [378, 151, 474, 180]
column-divider: [374, 36, 375, 974]
article-body: (প্রথম পৃষ্ঠার পর) ফিরে এসেছেন তারা। স্থানীয়রা জানান, দুর্ঘটনার পর দ্রুত উদ্ধার কাজ শুরু হয়। ফায়ার সার্ভিসের কর্মীরা ঘটনাস্থলে পৌঁছে আহতদের উদ্ধার করেন। আহতদের স্থানীয় হাসপাতালে ভর্তি করা হয়েছে। তাদের অবস্থা এখন স্থিতিশীল বলে জানিয়েছেন চিকিৎসকরা। দুর্ঘটনার কারণ অনুসন্ধানে তদন্ত শুরু হয়েছে। প্রত্যক্ষদর্শীরা জানান, বেপরোয়া গতির কারণে এ দুর্ঘটনা ঘটে। নিহতদের পরিবারে শোকের মাতম চলছে। জেলা প্রশাসন নিহতদের পরিবারকে আর্থিক সহায়তা দেওয়ার ঘোষণা দিয়েছে। এলাকাবাসী সড়কে গতিরোধক স্থাপনের দাবি জানিয়েছেন। পুলিশ চালককে আটক করেছে। মামলার প্রস্তুতি চলছে।: [10, 505, 132, 562]
article-body: (প্রথম পৃষ্ঠার পর) পরিবহন খাতে শৃঙ্খলা ফেরাতে নতুন নীতিমালা তৈরি হচ্ছে। যাত্রীদের ভোগান্তি কমাতে কাজ চলছে। অতিরিক্ত ভাড়া আদায় বন্ধে অভিযান চালানো হবে।: [378, 251, 474, 274]
article-body: (প্রথম পৃষ্ঠার পর) জ্বালানি তেলের দাম নিয়ে বাজারে অস্থিরতা দেখা দিয়েছে। পরিবহন মালিকরা ভাড়া বাড়ানোর দাবি তুলেছেন। কৃষকরা সেচ খরচ বৃদ্ধি নিয়ে উদ্বিগ্ন। সরকার বলছে আন্তর্জাতিক বাজারের সঙ্গে সমন্বয় করে দাম নির্ধারণ করা হবে। বিশ্লেষকরা বলছেন, মূল্যস্ফীতির ওপর এর প্রভাব পড়বে।: [481, 270, 641, 293]
column-3: [261, 34, 370, 978]
article: [140, 34, 253, 162]
article: [378, 241, 474, 343]
article-headline: এ সরকারের অধীনে: [396, 140, 456, 150]
article: [378, 347, 474, 426]
column-5: [481, 34, 641, 978]
article-body: (প্রথম পৃষ্ঠার পর) অভিযানে অবৈধ স্থাপনা উচ্ছেদ করা হয়েছে। পরিবেশ অধিদফতর জানিয়েছে দ্বীপের জীববৈচিত্র্য রক্ষায় এ অভিযান অব্যাহত থাকবে। পর্যটকদের নিয়ম মেনে চলার আহ্বান জানানো হয়েছে। স্থানীয় প্রশাসন বলছে নিয়ম ভঙ্গকারীদের বিরুদ্ধে কঠোর ব্যবস্থা নেওয়া হবে।: [140, 343, 253, 372]
